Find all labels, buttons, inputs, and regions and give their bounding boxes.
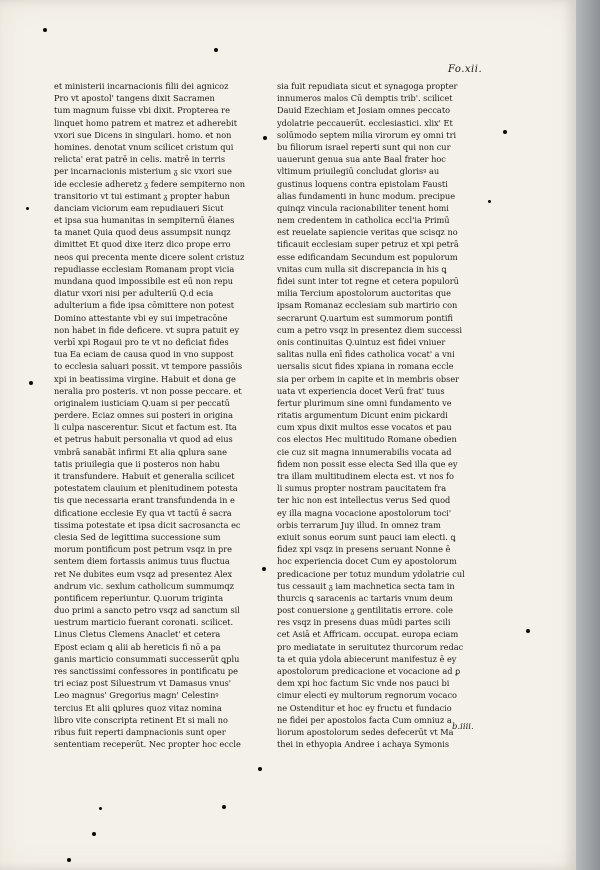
text-line: orbis terrarum Juy illud. In omnez tram xyxy=(277,519,441,530)
text-line: est reuelate sapiencie veritas que scisqz no xyxy=(277,227,458,238)
text-line: ribus fuit reperti dampnacionis sunt oper xyxy=(54,726,226,737)
text-line: pontificem reperiuntur. Q.uorum triginta xyxy=(54,592,224,603)
text-line: potestatem clauium et plenitudinem potesta xyxy=(54,483,238,494)
text-line: cum xpus dixit multos esse vocatos et pau xyxy=(277,422,452,433)
text-line: dem xpi hoc factum Sic vnde nos pauci bi xyxy=(277,678,450,689)
text-line: tatis priuilegia que ii posteros non habu xyxy=(54,458,221,469)
text-line: dimittet Et quod dixe iterz dico prope erro xyxy=(54,239,231,250)
text-line: salitas nulla enī fides catholica vocat' a vni xyxy=(277,349,455,360)
text-line: exiuit sonus eorum sunt pauci iam electi. ꝗ xyxy=(277,531,456,542)
text-line: solūmodo septem milia virorum ey omni tri xyxy=(277,129,457,140)
text-line: sia fuit repudiata sicut et synagoga propter xyxy=(277,81,458,91)
text-line: duo primi a sancto petro vsqz ad sanctum sil xyxy=(54,605,240,616)
text-line: tercius Et alii ꝗplures quoz vitaz nomina xyxy=(54,702,222,713)
text-line: cum a petro vsqz in presentez diem successi xyxy=(277,324,462,335)
text-line: secrarunt Q.uartum est summorum pontifi xyxy=(277,312,453,323)
text-line: verbī xpi Rogaui pro te vt no deficiat fides xyxy=(54,336,229,347)
text-line: thei in ethyopia Andree i achaya Symonis xyxy=(277,739,450,750)
text-line: dificatione ecclesie Ey qua vt tactū ē sacra xyxy=(54,507,232,518)
text-line: Linus Cletus Clemens Anaclet' et cetera xyxy=(54,629,221,640)
text-line: originalem iusticiam Q.uam si per peccatū xyxy=(54,397,230,408)
text-line: uersalis sicut fides xpiana in romana eccle xyxy=(277,361,454,372)
text-line: ret Ne dubites eum vsqz ad presentez Alex xyxy=(54,568,233,579)
text-line: pro mediatate in seruitutez thurcorum redac xyxy=(277,641,464,652)
ink-speck xyxy=(92,832,96,836)
ink-speck xyxy=(258,767,262,771)
text-line: Leo magnus' Gregorius magn' Celestinꝰ xyxy=(54,690,219,701)
text-line: cie cuz sit magna innumerabilis vocata ad xyxy=(277,446,452,457)
ink-speck xyxy=(262,567,266,571)
ink-speck xyxy=(214,48,218,52)
text-line: ta manet Quia quod deus assumpsit nunqz xyxy=(54,227,231,238)
text-line: predicacione per totuz mundum ydolatrie cul xyxy=(277,568,465,579)
text-line: ne Ostenditur et hoc ey fructu et fundacio xyxy=(277,702,452,713)
text-line: sia per orbem in capite et in membris obser xyxy=(277,373,460,384)
text-line: esse edificandam Secundum est populorum xyxy=(277,251,458,262)
ink-speck xyxy=(503,130,507,134)
text-line: uestrum marticio fuerant coronati. scilicet. xyxy=(54,617,234,628)
text-line: uata vt experiencia docet Verū frat' tuus xyxy=(277,385,445,396)
left-text-column xyxy=(54,80,268,750)
ink-speck xyxy=(99,807,102,810)
text-line: diatur vxori nisi per adulteriū Q.d ecia xyxy=(54,288,214,299)
ink-speck xyxy=(488,200,491,203)
text-line: onis continuitas Q.uintuz est fidei vniuer xyxy=(277,336,446,347)
text-line: mundana quod impossibile est eū non repu xyxy=(54,276,233,286)
text-line: et ministerii incarnacionis filii dei agnicoz xyxy=(54,81,229,91)
text-line: neralia pro posteris. vt non posse peccare. et xyxy=(54,385,242,396)
text-line: andrum vic. sexlum catholicum summumqz xyxy=(54,580,234,591)
text-line: adulterium a fide ipsa cōmittere non potest xyxy=(54,300,235,311)
right-text-column xyxy=(277,80,493,750)
text-line: cimur electi ey multorum regnorum vocaco xyxy=(277,690,457,701)
text-line: et petrus habuit personalia vt quod ad eius xyxy=(54,434,233,445)
text-line: libro vite conscripta retinent Et si mali no xyxy=(54,714,228,725)
text-line: neos qui precenta mente dicere solent cristuz xyxy=(54,251,245,262)
text-line: cos electos Hec multitudo Romane obedien xyxy=(277,434,457,445)
text-line: it transfundere. Habuit et generalia scilicet xyxy=(54,471,235,481)
text-line: cet Asiā et Affricam. occupat. europa eciam xyxy=(277,629,459,640)
text-line: homines. denotat vnum scilicet cristum qui xyxy=(54,141,234,152)
text-line: fertur plurimum sine omni fundamento ve xyxy=(277,397,452,408)
text-line: per incarnacionis misterium ᵹ sic vxori sue xyxy=(54,166,232,177)
text-line: vxori sue Dicens in singulari. homo. et non xyxy=(54,129,232,140)
ink-speck xyxy=(526,629,530,633)
text-line: innumeros malos Cū demptis trib'. scilicet xyxy=(277,93,453,104)
ink-speck xyxy=(67,858,71,862)
text-line: ganis marticio consummati successerūt ꝗplu xyxy=(54,653,240,664)
text-line: Epost eciam ꝗ alii ab hereticis fi nō a pa xyxy=(54,641,221,652)
text-line: hoc experiencia docet Cum ey apostolorum xyxy=(277,556,457,567)
text-line: tissima potestate et ipsa dicit sacrosancta ec xyxy=(54,519,241,530)
text-line: quinqz vincula racionabiliter tenent homi xyxy=(277,202,449,213)
text-line: tua Ea eciam de causa quod in vno suppost xyxy=(54,349,234,360)
text-line: bu filiorum israel reperti sunt qui non cur xyxy=(277,141,451,152)
text-line: ter hic non est intellectus verus Sed quod xyxy=(277,495,451,506)
ink-speck xyxy=(263,136,267,140)
text-line: li culpa nascerentur. Sicut et factum est. Ita xyxy=(54,422,237,433)
text-line: uauerunt genua sua ante Baal frater hoc xyxy=(277,154,446,165)
text-line: tra illam multitudinem electa est. vt nos fo xyxy=(277,471,454,481)
text-line: vltimum priuilegiū concludat glorisꝰ au xyxy=(277,166,440,177)
text-line: vmbrā sanabāt infirmi Et alia ꝗplura sane xyxy=(54,446,227,457)
text-line: danciam viciorum eam repudiaueri Sicut xyxy=(54,202,224,213)
text-line: milia Tercium apostolorum auctoritas que xyxy=(277,288,451,299)
text-line: ta et quia ydola abiecerunt manifestuz ē ey xyxy=(277,653,457,664)
text-line: nem credentem in catholica eccl'ia Primū xyxy=(277,215,450,226)
text-line: et ipsa sua humanitas in sempiternū ēianes xyxy=(54,215,235,226)
text-line: tificauit ecclesiam super petruz et xpi petrā xyxy=(277,239,459,250)
ink-speck xyxy=(222,805,226,809)
text-line: sentem diem fortassis animus tuus fluctua xyxy=(54,556,230,567)
text-line: ydolatrie peccauerūt. ecclesiastici. xlix' Et xyxy=(277,117,453,128)
text-line: tum magnum fuisse vbi dixit. Propterea re xyxy=(54,105,230,116)
text-line: xpi in beatissima virgine. Habuit et dona ge xyxy=(54,373,236,384)
text-line: ide ecclesie adheretz ᵹ federe sempiterno non xyxy=(54,178,246,189)
text-line: repudiasse ecclesiam Romanam propt vicia xyxy=(54,263,235,274)
text-line: morum pontificum post petrum vsqz in pre xyxy=(54,544,232,555)
text-line: tus cessauit ᵹ iam machnetica secta tam in xyxy=(277,580,455,591)
page-edge xyxy=(576,0,600,870)
text-line: post conuersione ᵹ gentilitatis errore. cole xyxy=(277,605,453,616)
ink-speck xyxy=(29,381,33,385)
text-line: ey illa magna vocacione apostolorum toci' xyxy=(277,507,452,518)
signature-mark: b.iiii. xyxy=(452,722,474,732)
text-line: gustinus loquens contra epistolam Fausti xyxy=(277,178,448,189)
text-line: vnitas cum nulla sit discrepancia in his ꝗ xyxy=(277,263,447,274)
text-line: Dauid Ezechiam et Josiam omnes peccato xyxy=(277,105,451,116)
text-line: tri eciaz post Siluestrum vt Damasus vnus' xyxy=(54,678,232,689)
text-line: fidei sunt inter tot regne et cetera populorū xyxy=(277,276,459,286)
text-line: fidem non possit esse electa Sed illa que ey xyxy=(277,458,458,469)
text-line: ritatis argumentum Dicunt enim pickardi xyxy=(277,410,448,421)
text-line: to ecclesia saluari possit. vt tempore passiōis xyxy=(54,361,243,372)
text-line: tis que necessaria erant transfundenda in e xyxy=(54,495,235,506)
text-line: fidez xpi vsqz in presens seruant Nonne ē xyxy=(277,544,451,555)
text-line: liorum apostolorum sedes defecerūt vt Ma xyxy=(277,726,454,737)
text-line: transitorio vt tui estimant ᵹ propter habun xyxy=(54,190,230,201)
text-line: ne fidei per apostolos facta Cum omniuz a xyxy=(277,714,452,725)
text-line: Pro vt apostol' tangens dixit Sacramen xyxy=(54,93,215,104)
ink-speck xyxy=(43,28,47,32)
text-line: linquet homo patrem et matrez et adherebit xyxy=(54,117,238,128)
text-line: non habet in fide deficere. vt supra patuit ey xyxy=(54,324,240,335)
text-line: alias fundamenti in hunc modum. precipue xyxy=(277,190,456,201)
text-line: relicta' erat patrē in celis. matrē in terris xyxy=(54,154,226,165)
ink-speck xyxy=(26,207,29,210)
text-line: perdere. Eciaz omnes sui posteri in origina xyxy=(54,410,233,421)
text-line: li sumus propter nostram paucitatem fra xyxy=(277,483,447,494)
text-line: ipsam Romanaz ecclesiam sub martirio con xyxy=(277,300,458,311)
text-line: apostolorum predicacione et vocacione ad ꝑ xyxy=(277,666,461,676)
text-line: res sanctissimi confessores in pontificatu pe xyxy=(54,666,239,676)
text-line: res vsqz in presens duas mūdi partes scili xyxy=(277,617,451,628)
text-line: thurcis ꝗ saracenis ac tartaris vnum deum xyxy=(277,592,453,603)
text-line: sententiam receperūt. Nec propter hoc eccle xyxy=(54,739,241,750)
text-line: clesia Sed de legittima successione sum xyxy=(54,531,221,542)
text-line: Domino attestante vbi ey sui impetracōne xyxy=(54,312,228,323)
folio-number: Fo.xii. xyxy=(448,64,483,75)
